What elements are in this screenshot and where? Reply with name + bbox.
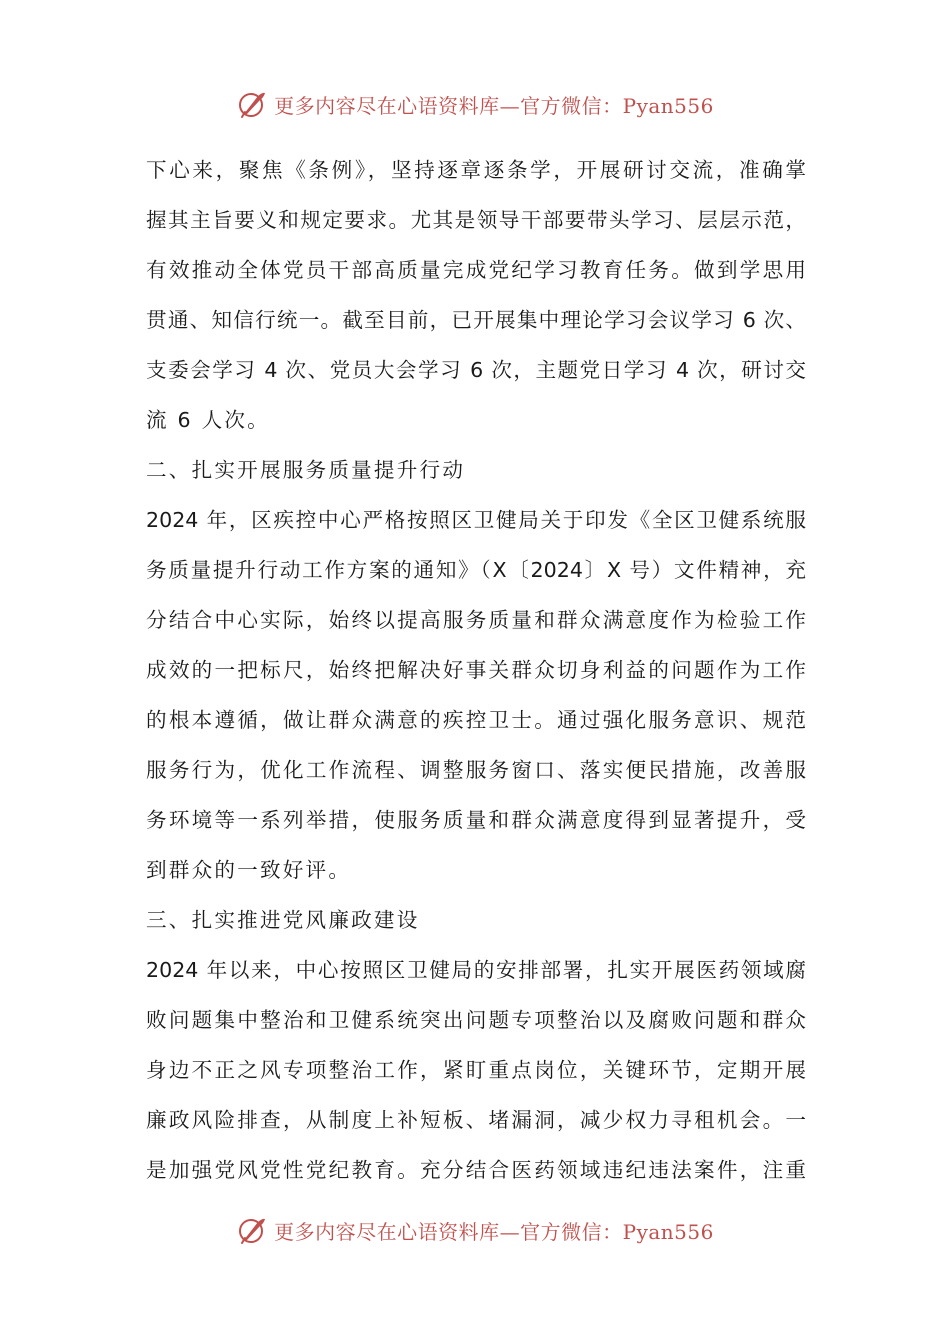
body-line: 廉政风险排查，从制度上补短板、堵漏洞，减少权力寻租机会。一 [146, 1108, 806, 1132]
body-line: 成效的一把标尺，始终把解决好事关群众切身利益的问题作为工作 [146, 658, 806, 682]
body-line: 握其主旨要义和规定要求。尤其是领导干部要带头学习、层层示范， [146, 208, 806, 232]
watermark-text: 更多内容尽在心语资料库—官方微信：Pyan556 [274, 1219, 714, 1244]
body-line: 败问题集中整治和卫健系统突出问题专项整治以及腐败问题和群众 [146, 1008, 806, 1032]
body-line: 务环境等一系列举措，使服务质量和群众满意度得到显著提升，受 [146, 808, 806, 832]
section-heading-3: 三、扎实推进党风廉政建设 [146, 908, 420, 932]
body-line: 2024 年以来，中心按照区卫健局的安排部署，扎实开展医药领域腐 [146, 958, 806, 982]
section-heading-2: 二、扎实开展服务质量提升行动 [146, 458, 466, 482]
body-line: 的根本遵循，做让群众满意的疾控卫士。通过强化服务意识、规范 [146, 708, 806, 732]
body-line: 2024 年，区疾控中心严格按照区卫健局关于印发《全区卫健系统服 [146, 508, 806, 532]
body-line: 是加强党风党性党纪教育。充分结合医药领域违纪违法案件，注重 [146, 1158, 806, 1182]
watermark-text: 更多内容尽在心语资料库—官方微信：Pyan556 [274, 93, 714, 118]
body-line-paragraph-end: 流 6 人次。 [146, 408, 270, 432]
footer-watermark [0, 1210, 950, 1250]
body-line: 贯通、知信行统一。截至目前，已开展集中理论学习会议学习 6 次、 [146, 308, 806, 332]
quill-pen-circle-icon [236, 1214, 268, 1246]
quill-pen-circle-icon [236, 88, 268, 120]
body-line: 身边不正之风专项整治工作，紧盯重点岗位，关键环节，定期开展 [146, 1058, 806, 1082]
body-line: 服务行为，优化工作流程、调整服务窗口、落实便民措施，改善服 [146, 758, 806, 782]
body-line-paragraph-end: 到群众的一致好评。 [146, 858, 352, 882]
document-body [146, 148, 806, 1198]
body-line: 务质量提升行动工作方案的通知》（X〔2024〕X 号）文件精神，充 [146, 558, 806, 582]
body-line: 分结合中心实际，始终以提高服务质量和群众满意度作为检验工作 [146, 608, 806, 632]
body-line: 支委会学习 4 次、党员大会学习 6 次，主题党日学习 4 次，研讨交 [146, 358, 806, 382]
header-watermark [0, 84, 950, 124]
body-line: 下心来，聚焦《条例》，坚持逐章逐条学，开展研讨交流，准确掌 [146, 158, 806, 182]
body-line: 有效推动全体党员干部高质量完成党纪学习教育任务。做到学思用 [146, 258, 806, 282]
